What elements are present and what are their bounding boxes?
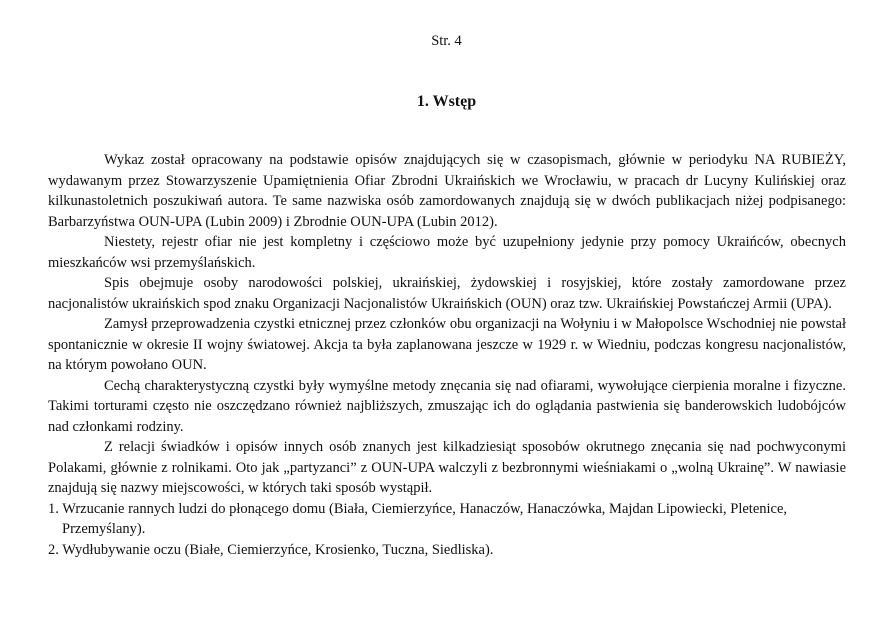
paragraph-methods: Cechą charakterystyczną czystki były wymyślne metody znęcania się nad ofiarami, wywołujące cierpienia moralne i fizyczne. Takimi torturami często nie oszczędzano również najbliższych, zmuszając ich do oglądania pastwienia się banderowskich ludobójców nad członkami rodziny.: [48, 377, 846, 435]
paragraph-scope: Spis obejmuje osoby narodowości polskiej, ukraińskiej, żydowskiej i rosyjskiej, które zostały zamordowane przez nacjonalistów ukraińskich spod znaku Organizacji Nacjonalistów Ukraińskich (OUN) oraz tzw. Ukraińskiej Powstańczej Armii (UPA).: [48, 275, 846, 312]
list-item: 2. Wydłubywanie oczu (Białe, Ciemierzyńce, Krosienko, Tuczna, Siedliska).: [48, 541, 494, 558]
paragraph-intro: Wykaz został opracowany na podstawie opisów znajdujących się w czasopismach, głównie w periodyku NA RUBIEŻY, wydawanym przez Stowarzyszenie Upamiętnienia Ofiar Zbrodni Ukraińskich we Wrocławiu, w pracach dr Lucyny Kulińskiej oraz kilkunastoletnich poszukiwań autora. Te same nazwiska osób zamordowanych znajdują się w dwóch publikacjach niżej podpisanego: Barbarzyństwa OUN-UPA (Lubin 2009) i Zbrodnie OUN-UPA (Lubin 2012).: [48, 152, 846, 230]
page-number: Str. 4: [431, 33, 462, 49]
paragraph-incomplete-register: Niestety, rejestr ofiar nie jest kompletny i częściowo może być uzupełniony jedynie przy pomocy Ukraińców, obecnych mieszkańców wsi przemyślańskich.: [48, 234, 846, 271]
paragraph-origin: Zamysł przeprowadzenia czystki etnicznej przez członków obu organizacji na Wołyniu i w Małopolsce Wschodniej nie powstał spontanicznie w okresie II wojny światowej. Akcja ta była zaplanowana jeszcze w 1929 r. w Wiedniu, podczas kongresu nacjonalistów, na którym powołano OUN.: [48, 316, 846, 373]
document-body: [48, 150, 846, 560]
section-heading: 1. Wstęp: [416, 93, 477, 110]
list-item: 1. Wrzucanie rannych ludzi do płonącego domu (Biała, Ciemierzyńce, Hanaczów, Hanaczówka, Majdan Lipowiecki, Pletenice, Przemyślany).: [48, 500, 788, 537]
paragraph-testimonies: Z relacji świadków i opisów innych osób znanych jest kilkadziesiąt sposobów okrutnego znęcania się nad pochwyconymi Polakami, głównie z rolnikami. Oto jak „partyzanci” z OUN-UPA walczyli z bezbronnymi wieśniakami o „wolną Ukrainę”. W nawiasie znajdują się nazwy miejscowości, w których taki sposób wystąpił.: [48, 439, 846, 496]
methods-list: [48, 499, 846, 561]
